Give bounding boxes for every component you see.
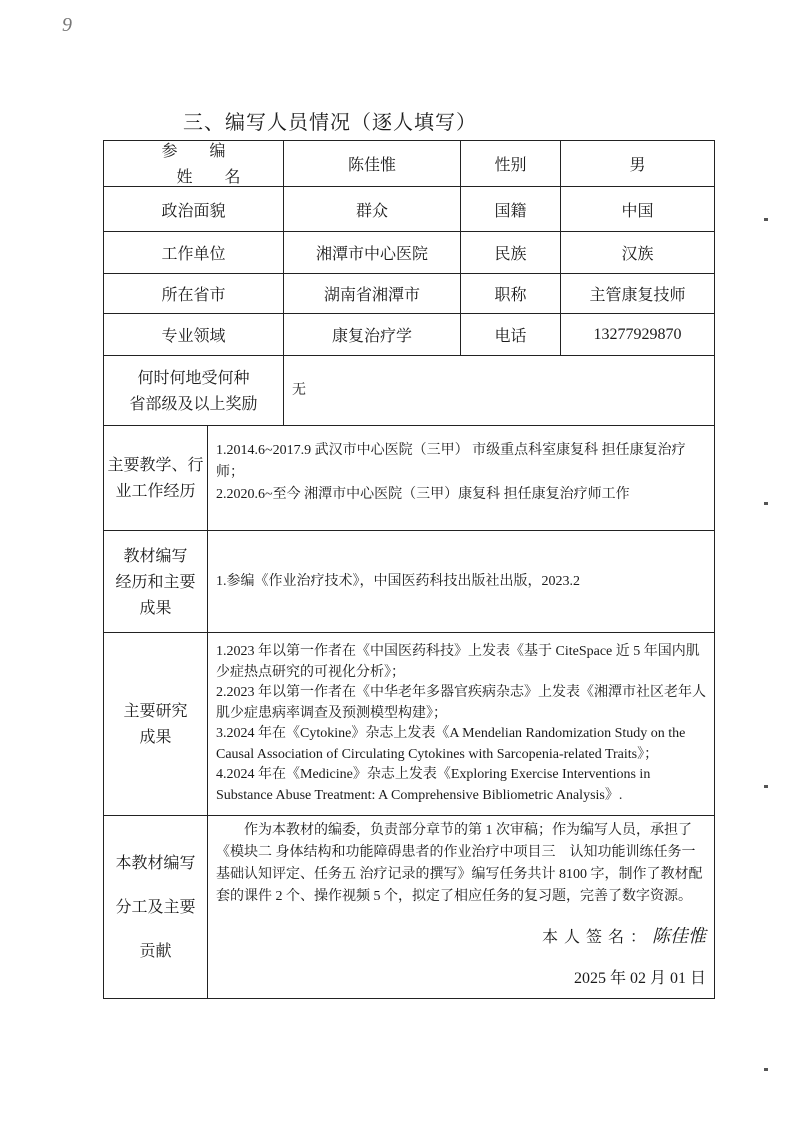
experience-label-line: 业工作经历 xyxy=(115,481,196,500)
gender-label: 性别 xyxy=(460,140,561,187)
experience-label xyxy=(103,425,208,531)
contribution-text: 作为本教材的编委，负责部分章节的第 1 次审稿；作为编写人员，承担了《模块二 身体结构和功能障碍患者的作业治疗中项目三 认知功能训练任务一 基础认知评定、任务五 治疗记录的撰写》编写任务共计 8100 字，制作了教材配套的课件 2 个、操作视频 5 个，拟定了相应任务的复习题，完善了数字资源。 xyxy=(216,823,703,904)
name-label xyxy=(103,140,284,187)
page-mark: 9 xyxy=(62,14,72,36)
awards-value xyxy=(283,355,715,426)
awards-label xyxy=(103,355,284,426)
textbook-label-line: 成果 xyxy=(139,597,172,617)
name-label-line: 姓 名 xyxy=(176,166,241,186)
textbook-label xyxy=(103,530,208,633)
job-title-value: 主管康复技师 xyxy=(560,273,715,314)
employer-label: 工作单位 xyxy=(103,231,284,274)
textbook-value xyxy=(207,530,715,633)
name-label-line: 参 编 xyxy=(161,140,226,160)
employer-value: 湘潭市中心医院 xyxy=(283,231,461,274)
location-value: 湖南省湘潭市 xyxy=(283,273,461,314)
research-value xyxy=(207,632,715,816)
location-label: 所在省市 xyxy=(103,273,284,314)
awards-text: 无 xyxy=(292,382,306,398)
field-value: 康复治疗学 xyxy=(283,313,461,356)
gender-value: 男 xyxy=(560,140,715,187)
research-line: 3.2024 年在《Cytokine》杂志上发表《A Mendelian Randomization Study on the Causal Association of Circulating Cytokines with Sarcopenia-related Traits》； xyxy=(216,726,686,762)
job-title-label: 职称 xyxy=(460,273,561,314)
name-value: 陈佳惟 xyxy=(283,140,461,187)
phone-value: 13277929870 xyxy=(560,313,715,356)
research-label xyxy=(103,632,208,816)
ethnicity-value: 汉族 xyxy=(560,231,715,274)
awards-label-line: 何时何地受何种 xyxy=(137,367,250,387)
experience-line: 1.2014.6~2017.9 武汉市中心医院（三甲） 市级重点科室康复科 担任康复治疗师； xyxy=(216,443,686,480)
contribution-label-line: 本教材编写 xyxy=(115,853,196,872)
section-title: 三、编写人员情况（逐人填写） xyxy=(183,110,477,134)
research-line: 2.2023 年以第一作者在《中华老年多器官疾病杂志》上发表《湘潭市社区老年人肌少症患病率调查及预测模型构建》； xyxy=(216,685,706,721)
textbook-label-line: 教材编写 xyxy=(123,545,188,565)
contribution-value xyxy=(207,815,715,999)
awards-label-line: 省部级及以上奖励 xyxy=(129,393,258,413)
contribution-label xyxy=(103,815,208,999)
signature-row xyxy=(216,926,720,950)
scan-mark xyxy=(764,785,768,788)
scan-mark xyxy=(764,502,768,505)
politics-label: 政治面貌 xyxy=(103,186,284,232)
signature-label: 本人签名： xyxy=(541,929,652,946)
contribution-label-line: 贡献 xyxy=(139,941,172,960)
textbook-label-line: 经历和主要 xyxy=(115,571,196,591)
textbook-line: 1.参编《作业治疗技术》，中国医药科技出版社出版，2023.2 xyxy=(216,573,580,589)
research-label-line: 成果 xyxy=(139,727,172,746)
nationality-value: 中国 xyxy=(560,186,715,232)
contribution-label-line: 分工及主要 xyxy=(115,897,196,916)
politics-value: 群众 xyxy=(283,186,461,232)
experience-line: 2.2020.6~至今 湘潭市中心医院（三甲）康复科 担任康复治疗师工作 xyxy=(216,487,630,502)
nationality-label: 国籍 xyxy=(460,186,561,232)
handwritten-signature: 陈佳惟 xyxy=(652,926,706,947)
signature-date: 2025 年 02 月 01 日 xyxy=(573,970,706,987)
phone-label: 电话 xyxy=(460,313,561,356)
scan-mark xyxy=(764,1068,768,1071)
ethnicity-label: 民族 xyxy=(460,231,561,274)
experience-label-line: 主要教学、行 xyxy=(107,455,204,474)
experience-value xyxy=(207,425,715,531)
research-line: 4.2024 年在《Medicine》杂志上发表《Exploring Exercise Interventions in Substance Abuse Treatment: A Comprehensive Bibliometric Analysis》. xyxy=(216,767,651,803)
scan-mark xyxy=(764,218,768,221)
research-label-line: 主要研究 xyxy=(123,701,188,720)
field-label: 专业领域 xyxy=(103,313,284,356)
research-line: 1.2023 年以第一作者在《中国医药科技》上发表《基于 CiteSpace 近 5 年国内肌少症热点研究的可视化分析》； xyxy=(216,644,700,680)
